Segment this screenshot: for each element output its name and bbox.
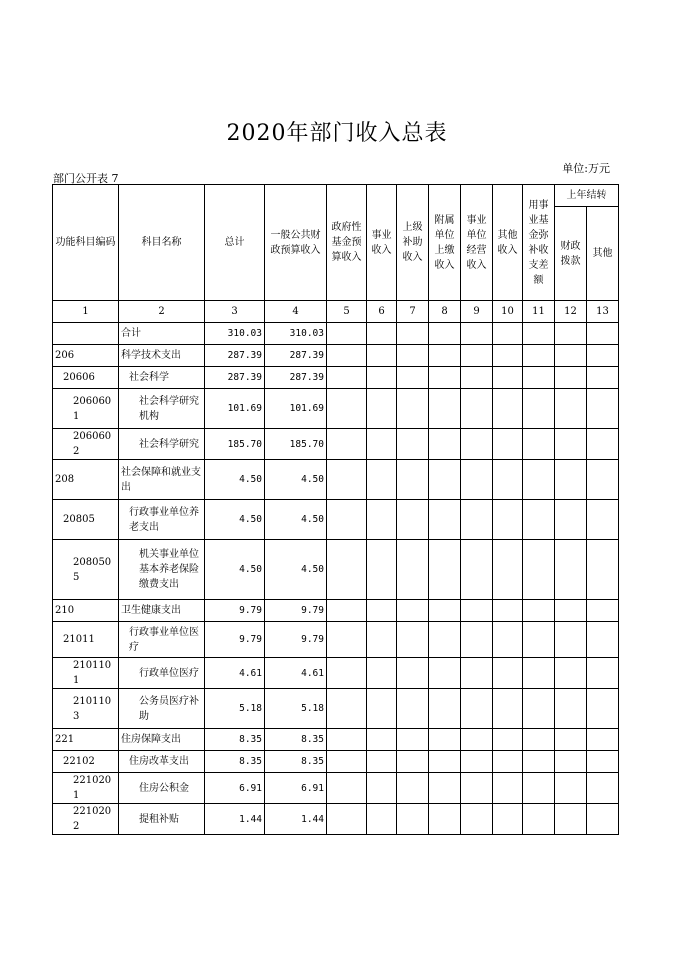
cell-total: 4.50	[205, 460, 265, 500]
cell-name: 社会保障和就业支出	[119, 460, 205, 500]
header-carryover: 上年结转	[555, 185, 619, 207]
cell-general-budget: 287.39	[265, 367, 327, 389]
cell-empty	[397, 804, 429, 835]
cell-code: 2101101	[53, 658, 119, 689]
cell-code: 2080505	[53, 540, 119, 600]
cell-general-budget: 101.69	[265, 389, 327, 429]
cell-empty	[555, 622, 587, 658]
cell-empty	[327, 689, 367, 729]
cell-empty	[587, 600, 619, 622]
cell-empty	[587, 460, 619, 500]
cell-empty	[367, 600, 397, 622]
page-title: 2020年部门收入总表	[226, 121, 448, 146]
cell-empty	[493, 500, 523, 540]
cell-total: 101.69	[205, 389, 265, 429]
cell-empty	[493, 323, 523, 345]
cell-name: 住房改革支出	[119, 751, 205, 773]
cell-empty	[493, 367, 523, 389]
cell-empty	[587, 389, 619, 429]
header-gov-fund: 政府性基金预算收入	[327, 185, 367, 301]
cell-name: 机关事业单位基本养老保险缴费支出	[119, 540, 205, 600]
cell-total: 287.39	[205, 345, 265, 367]
cell-empty	[327, 658, 367, 689]
cell-general-budget: 185.70	[265, 429, 327, 460]
cell-empty	[523, 429, 555, 460]
cell-empty	[493, 460, 523, 500]
cell-empty	[397, 751, 429, 773]
cell-total: 8.35	[205, 751, 265, 773]
cell-name: 合计	[119, 323, 205, 345]
cell-empty	[461, 389, 493, 429]
cell-empty	[461, 460, 493, 500]
table-row	[53, 804, 619, 835]
cell-empty	[429, 622, 461, 658]
cell-empty	[429, 689, 461, 729]
cell-empty	[523, 367, 555, 389]
unit-label: 单位:万元	[562, 162, 610, 175]
cell-code: 210	[53, 600, 119, 622]
cell-empty	[429, 600, 461, 622]
cell-empty	[523, 804, 555, 835]
cell-empty	[367, 729, 397, 751]
cell-empty	[587, 689, 619, 729]
cell-empty	[555, 429, 587, 460]
cell-code: 2060601	[53, 389, 119, 429]
cell-empty	[461, 540, 493, 600]
table-row	[53, 689, 619, 729]
cell-empty	[429, 367, 461, 389]
cell-general-budget: 4.50	[265, 540, 327, 600]
cell-empty	[461, 500, 493, 540]
cell-general-budget: 4.50	[265, 500, 327, 540]
header-carry-fiscal: 财政拨款	[555, 207, 587, 301]
header-carry-other: 其他	[587, 207, 619, 301]
header-total: 总计	[205, 185, 265, 301]
cell-code: 2060602	[53, 429, 119, 460]
cell-empty	[461, 600, 493, 622]
table-row	[53, 500, 619, 540]
cell-name: 卫生健康支出	[119, 600, 205, 622]
cell-empty	[327, 323, 367, 345]
cell-empty	[461, 729, 493, 751]
cell-total: 5.18	[205, 689, 265, 729]
cell-empty	[397, 658, 429, 689]
cell-empty	[555, 367, 587, 389]
cell-empty	[493, 345, 523, 367]
cell-empty	[587, 429, 619, 460]
cell-empty	[327, 500, 367, 540]
cell-empty	[367, 345, 397, 367]
column-number: 2	[119, 301, 205, 323]
cell-empty	[493, 751, 523, 773]
cell-empty	[397, 729, 429, 751]
cell-empty	[327, 367, 367, 389]
cell-empty	[327, 729, 367, 751]
cell-code: 2101103	[53, 689, 119, 729]
cell-general-budget: 9.79	[265, 600, 327, 622]
table-row	[53, 729, 619, 751]
cell-empty	[461, 345, 493, 367]
cell-name: 社会科学	[119, 367, 205, 389]
cell-name: 住房保障支出	[119, 729, 205, 751]
column-number: 11	[523, 301, 555, 323]
cell-empty	[523, 460, 555, 500]
cell-empty	[587, 729, 619, 751]
cell-empty	[493, 540, 523, 600]
cell-empty	[397, 773, 429, 804]
cell-empty	[327, 622, 367, 658]
cell-empty	[523, 773, 555, 804]
column-number: 3	[205, 301, 265, 323]
cell-empty	[397, 622, 429, 658]
cell-empty	[493, 429, 523, 460]
cell-empty	[397, 600, 429, 622]
cell-general-budget: 6.91	[265, 773, 327, 804]
cell-name: 社会科学研究机构	[119, 389, 205, 429]
header-business: 事业收入	[367, 185, 397, 301]
cell-empty	[523, 540, 555, 600]
cell-empty	[555, 658, 587, 689]
header-affiliated: 附属单位上缴收入	[429, 185, 461, 301]
column-number: 7	[397, 301, 429, 323]
cell-empty	[397, 345, 429, 367]
cell-empty	[367, 689, 397, 729]
cell-empty	[523, 658, 555, 689]
column-number: 13	[587, 301, 619, 323]
cell-empty	[587, 658, 619, 689]
cell-empty	[555, 323, 587, 345]
cell-empty	[555, 389, 587, 429]
cell-empty	[587, 345, 619, 367]
cell-empty	[367, 773, 397, 804]
cell-empty	[461, 773, 493, 804]
cell-empty	[367, 500, 397, 540]
cell-code: 2210201	[53, 773, 119, 804]
cell-code: 206	[53, 345, 119, 367]
cell-empty	[429, 389, 461, 429]
cell-name: 行政事业单位养老支出	[119, 500, 205, 540]
cell-empty	[367, 323, 397, 345]
table-row	[53, 429, 619, 460]
cell-empty	[429, 773, 461, 804]
table-row	[53, 367, 619, 389]
cell-empty	[587, 804, 619, 835]
cell-empty	[587, 622, 619, 658]
cell-empty	[587, 323, 619, 345]
cell-empty	[327, 429, 367, 460]
cell-empty	[397, 367, 429, 389]
cell-empty	[461, 367, 493, 389]
column-number: 1	[53, 301, 119, 323]
cell-general-budget: 8.35	[265, 751, 327, 773]
cell-name: 行政事业单位医疗	[119, 622, 205, 658]
cell-empty	[493, 600, 523, 622]
cell-empty	[461, 804, 493, 835]
cell-empty	[367, 367, 397, 389]
cell-general-budget: 4.50	[265, 460, 327, 500]
cell-empty	[461, 429, 493, 460]
income-summary-table	[52, 184, 619, 835]
cell-empty	[555, 540, 587, 600]
cell-empty	[367, 804, 397, 835]
cell-empty	[397, 460, 429, 500]
cell-empty	[429, 345, 461, 367]
cell-empty	[523, 729, 555, 751]
cell-empty	[429, 460, 461, 500]
cell-empty	[587, 367, 619, 389]
header-general-budget: 一般公共财政预算收入	[265, 185, 327, 301]
cell-code: 2210202	[53, 804, 119, 835]
column-number: 9	[461, 301, 493, 323]
cell-empty	[327, 600, 367, 622]
cell-empty	[555, 345, 587, 367]
cell-empty	[587, 751, 619, 773]
cell-empty	[493, 689, 523, 729]
table-row	[53, 323, 619, 345]
cell-empty	[523, 345, 555, 367]
cell-name: 公务员医疗补助	[119, 689, 205, 729]
table-row	[53, 622, 619, 658]
cell-name: 提租补贴	[119, 804, 205, 835]
cell-empty	[523, 323, 555, 345]
cell-empty	[327, 751, 367, 773]
cell-empty	[523, 689, 555, 729]
cell-total: 1.44	[205, 804, 265, 835]
cell-code: 20805	[53, 500, 119, 540]
table-row	[53, 389, 619, 429]
cell-code: 208	[53, 460, 119, 500]
cell-empty	[555, 600, 587, 622]
cell-name: 行政单位医疗	[119, 658, 205, 689]
cell-empty	[523, 600, 555, 622]
cell-code	[53, 323, 119, 345]
cell-total: 185.70	[205, 429, 265, 460]
column-number: 12	[555, 301, 587, 323]
cell-empty	[429, 804, 461, 835]
cell-total: 310.03	[205, 323, 265, 345]
table-row	[53, 658, 619, 689]
cell-empty	[523, 500, 555, 540]
cell-empty	[555, 500, 587, 540]
cell-empty	[493, 622, 523, 658]
table-row	[53, 751, 619, 773]
cell-empty	[461, 658, 493, 689]
column-number: 10	[493, 301, 523, 323]
cell-empty	[327, 804, 367, 835]
header-other: 其他收入	[493, 185, 523, 301]
cell-empty	[367, 429, 397, 460]
cell-empty	[397, 540, 429, 600]
cell-name: 科学技术支出	[119, 345, 205, 367]
cell-empty	[461, 689, 493, 729]
cell-code: 22102	[53, 751, 119, 773]
header-code: 功能科目编码	[53, 185, 119, 301]
cell-total: 9.79	[205, 622, 265, 658]
cell-code: 221	[53, 729, 119, 751]
cell-empty	[555, 773, 587, 804]
cell-empty	[429, 658, 461, 689]
cell-empty	[429, 729, 461, 751]
form-number: 部门公开表 7	[53, 172, 119, 185]
cell-empty	[523, 389, 555, 429]
cell-empty	[327, 389, 367, 429]
cell-name: 住房公积金	[119, 773, 205, 804]
table-row	[53, 773, 619, 804]
cell-empty	[429, 500, 461, 540]
cell-code: 21011	[53, 622, 119, 658]
cell-empty	[367, 751, 397, 773]
cell-total: 8.35	[205, 729, 265, 751]
cell-empty	[555, 460, 587, 500]
cell-total: 4.50	[205, 500, 265, 540]
cell-empty	[429, 429, 461, 460]
cell-empty	[397, 323, 429, 345]
cell-code: 20606	[53, 367, 119, 389]
cell-empty	[555, 729, 587, 751]
cell-empty	[587, 500, 619, 540]
cell-empty	[493, 658, 523, 689]
cell-empty	[327, 540, 367, 600]
column-number: 5	[327, 301, 367, 323]
cell-empty	[493, 804, 523, 835]
cell-name: 社会科学研究	[119, 429, 205, 460]
cell-total: 4.50	[205, 540, 265, 600]
cell-empty	[367, 622, 397, 658]
column-number: 8	[429, 301, 461, 323]
cell-empty	[523, 622, 555, 658]
table-row	[53, 460, 619, 500]
header-operation: 事业单位经营收入	[461, 185, 493, 301]
cell-empty	[367, 460, 397, 500]
cell-total: 6.91	[205, 773, 265, 804]
cell-empty	[327, 773, 367, 804]
cell-empty	[587, 540, 619, 600]
cell-empty	[493, 729, 523, 751]
cell-empty	[461, 751, 493, 773]
cell-empty	[493, 773, 523, 804]
cell-empty	[555, 689, 587, 729]
cell-general-budget: 8.35	[265, 729, 327, 751]
cell-empty	[397, 429, 429, 460]
cell-general-budget: 9.79	[265, 622, 327, 658]
column-number: 6	[367, 301, 397, 323]
column-number: 4	[265, 301, 327, 323]
cell-general-budget: 287.39	[265, 345, 327, 367]
cell-empty	[397, 689, 429, 729]
cell-empty	[397, 500, 429, 540]
cell-empty	[327, 460, 367, 500]
cell-empty	[461, 622, 493, 658]
cell-empty	[555, 804, 587, 835]
cell-empty	[367, 540, 397, 600]
cell-empty	[429, 751, 461, 773]
cell-empty	[429, 323, 461, 345]
cell-general-budget: 310.03	[265, 323, 327, 345]
cell-empty	[367, 389, 397, 429]
cell-general-budget: 4.61	[265, 658, 327, 689]
header-name: 科目名称	[119, 185, 205, 301]
cell-total: 4.61	[205, 658, 265, 689]
column-number-row	[53, 301, 619, 323]
cell-empty	[397, 389, 429, 429]
cell-empty	[429, 540, 461, 600]
cell-empty	[523, 751, 555, 773]
cell-empty	[587, 773, 619, 804]
cell-empty	[493, 389, 523, 429]
cell-empty	[327, 345, 367, 367]
cell-total: 9.79	[205, 600, 265, 622]
cell-general-budget: 1.44	[265, 804, 327, 835]
cell-empty	[367, 658, 397, 689]
cell-empty	[555, 751, 587, 773]
table-row	[53, 540, 619, 600]
cell-total: 287.39	[205, 367, 265, 389]
table-row	[53, 345, 619, 367]
header-superior-subsidy: 上级补助收入	[397, 185, 429, 301]
cell-empty	[461, 323, 493, 345]
table-row	[53, 600, 619, 622]
header-fund-deficit: 用事业基金弥补收支差额	[523, 185, 555, 301]
cell-general-budget: 5.18	[265, 689, 327, 729]
